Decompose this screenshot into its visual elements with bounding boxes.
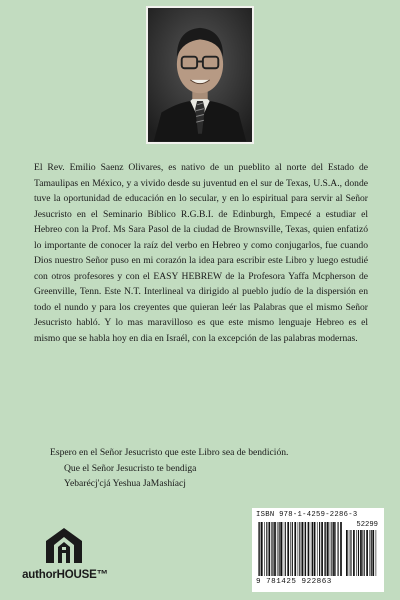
barcode-bar [264, 522, 265, 576]
barcode-bar [294, 522, 296, 576]
barcode-bar [290, 522, 291, 576]
barcode-bar [335, 522, 336, 576]
barcode-bar [362, 530, 363, 576]
barcode-bar [372, 530, 374, 576]
barcode-bar [366, 530, 368, 576]
barcode-bar [285, 522, 286, 576]
barcode-bar [287, 522, 289, 576]
barcode-bar [369, 530, 370, 576]
barcode-bar [317, 522, 318, 576]
barcode-bar [280, 522, 282, 576]
barcode-bar [346, 530, 348, 576]
barcode-bar [356, 530, 357, 576]
barcode-bars-addon [346, 530, 378, 576]
barcode-bar [305, 522, 306, 576]
barcode-bar [349, 530, 350, 576]
barcode-bars-main [258, 522, 342, 576]
barcode-bar [299, 522, 300, 576]
barcode-bar [311, 522, 312, 576]
barcode-bar [331, 522, 332, 576]
barcode-bar [333, 522, 335, 576]
barcode-bar [301, 522, 303, 576]
barcode-bar [259, 522, 260, 576]
barcode-bar [312, 522, 313, 576]
barcode-bar [340, 522, 342, 576]
barcode-bar [277, 522, 278, 576]
author-photo [146, 6, 254, 144]
bio-paragraph: El Rev. Emilio Saenz Olivares, es nativo de un pueblito al norte del Estado de Tamaulipas en México, y a vivido desde su juventud en el sur de Texas, U.S.A., donde tuve la oportunidad de educación en lo secular, y en lo espiritual para servir al Señor Jesucristo en el Seminario Bíblico R.G.B.I. de Edinburgh, Empecé a estudiar el Hebreo con la Prof. Ms Sara Pasol de la ciudad de Brownsville, Texas, quien enfatizó lo importante de conocer la raíz del verbo en Hebreo y como conjugarlos, fue cuando Dios nuestro Señor puso en mi corazón la idea para escribir este Libro y luego estudié con otros profesores y con el EASY HEBREW de la Profesora Yaffa Mcpherson de Greenville, Tenn. Este N.T. Interlineal va dirigido al pueblo judío de la dispersión en todo el nundo y para los creyentes que quieran leér las Palabras que el mismo Señor Jesucristo habló. Y lo mas maravilloso es que este mismo lenguaje Hebreo es el mismo que se habla hoy en dia en Israél, con la excepción de las palabras modernas. [34, 162, 368, 344]
barcode-bar [330, 522, 331, 576]
barcode-bar [272, 522, 273, 576]
barcode-bar [274, 522, 276, 576]
barcode-bar [271, 522, 272, 576]
closing-line-blessing-wish: Espero en el Señor Jesucristo que este Libro sea de bendición. [50, 447, 289, 458]
barcode-bar [258, 522, 259, 576]
barcode-bar [261, 522, 263, 576]
barcode-bar [266, 522, 267, 576]
authorhouse-logo-icon [42, 525, 86, 565]
barcode-bar [324, 522, 325, 576]
isbn-barcode [252, 508, 384, 592]
isbn-label: ISBN 978-1-4259-2286-3 [256, 511, 358, 519]
barcode-bar [268, 522, 270, 576]
closing-line-hebrew-transliteration: Yebarécj'cjá Yeshua JaMashíacj [64, 478, 186, 489]
closing-lines [34, 445, 368, 492]
publisher-name: authorHOUSE™ [22, 569, 108, 581]
barcode-bar [338, 522, 339, 576]
barcode-bar [292, 522, 293, 576]
barcode-bar [321, 522, 323, 576]
author-portrait-image [148, 8, 252, 142]
closing-line-benediction: Que el Señor Jesucristo te bendiga [64, 462, 197, 474]
barcode-bar [360, 530, 362, 576]
barcode-bar [364, 530, 365, 576]
barcode-bar [298, 522, 299, 576]
barcode-bar [319, 522, 320, 576]
barcode-bar [304, 522, 305, 576]
barcode-bar [327, 522, 329, 576]
barcode-bar [376, 530, 377, 576]
publisher-logo [22, 525, 108, 585]
barcode-bar [358, 530, 359, 576]
barcode-bar [283, 522, 284, 576]
barcode-bar [325, 522, 326, 576]
barcode-bar [350, 530, 351, 576]
barcode-bar [314, 522, 316, 576]
barcode-bar [371, 530, 372, 576]
barcode-bar [353, 530, 355, 576]
author-bio [34, 160, 368, 346]
price-code: 52299 [356, 521, 378, 529]
barcode-bar [279, 522, 280, 576]
barcode-digits: 9 781425 922863 [256, 578, 332, 586]
barcode-bar [308, 522, 310, 576]
